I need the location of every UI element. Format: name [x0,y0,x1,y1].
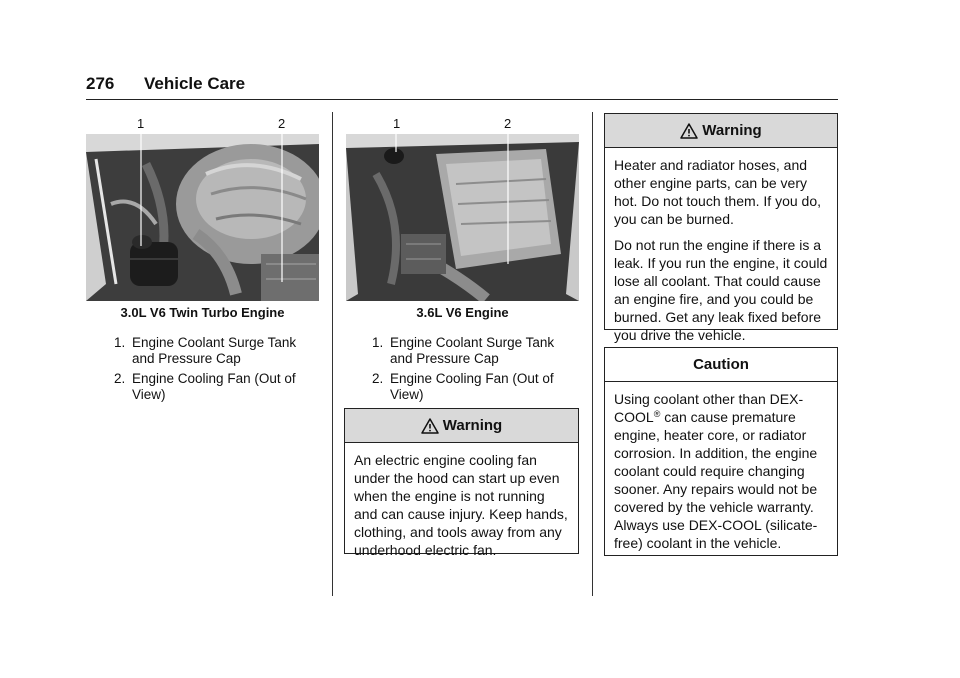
warning-body [345,443,578,559]
warning-title: Warning [442,417,503,434]
caution-header [605,348,837,382]
page-number: 276 [86,74,115,93]
warning-paragraph: An electric engine cooling fan under the hood can start up even when the engine is not running and can cause injury. Keep hands, clothing, and tools away from any underhood electric fan. [354,452,568,558]
warning-triangle-icon [680,123,698,139]
warning-header [345,409,578,443]
registered-mark: ® [653,409,661,419]
warning-header [605,114,837,148]
legend-item: 2. Engine Cooling Fan (Out of View) [372,371,554,402]
column-divider-right [592,112,593,596]
legend-item: 2. Engine Cooling Fan (Out of View) [114,371,296,402]
warning-paragraph: Do not run the engine if there is a leak. If you run the engine, it could lose all coolant. That could cause an engine fire, and you could be burned. Get any leak fixed before you drive the vehicle. [614,237,828,343]
section-title: Vehicle Care [144,74,246,93]
warning-box-hot-hoses [604,113,838,343]
page-header [86,72,838,100]
caution-box-coolant [604,347,838,556]
engine-photo-3-0l [86,134,319,301]
callout-1-engine-b: 1 [393,116,401,131]
caution-paragraph: Using coolant other than DEX-COOL® can cause premature engine, heater core, or radiator corrosion. In addition, the engine coolant could require changing sooner. Any repairs would not be covered by the vehicle warranty. Always use DEX-COOL (silicate-free) coolant in the vehicle. [614,391,818,551]
legend-item: 1. Engine Coolant Surge Tank and Pressure Cap [114,335,297,366]
warning-triangle-icon [421,418,439,434]
column-divider-left [332,112,333,596]
warning-title: Warning [702,122,762,139]
legend-item: 1. Engine Coolant Surge Tank and Pressure Cap [372,335,555,366]
figure-caption: 3.0L V6 Twin Turbo Engine [120,305,285,320]
figure-legend [364,335,580,407]
caution-title: Caution [693,356,749,373]
warning-paragraph: Heater and radiator hoses, and other engine parts, can be very hot. Do not touch them. If you do, you can be burned. [614,157,822,227]
warning-body [605,148,837,344]
callout-1-engine-a: 1 [137,116,145,131]
figure-legend [106,335,320,407]
callout-2-engine-b: 2 [504,116,512,131]
callout-2-engine-a: 2 [278,116,286,131]
caution-body [605,382,837,552]
engine-photo-3-6l [346,134,579,301]
warning-box-cooling-fan [344,408,579,558]
figure-caption: 3.6L V6 Engine [416,305,509,320]
